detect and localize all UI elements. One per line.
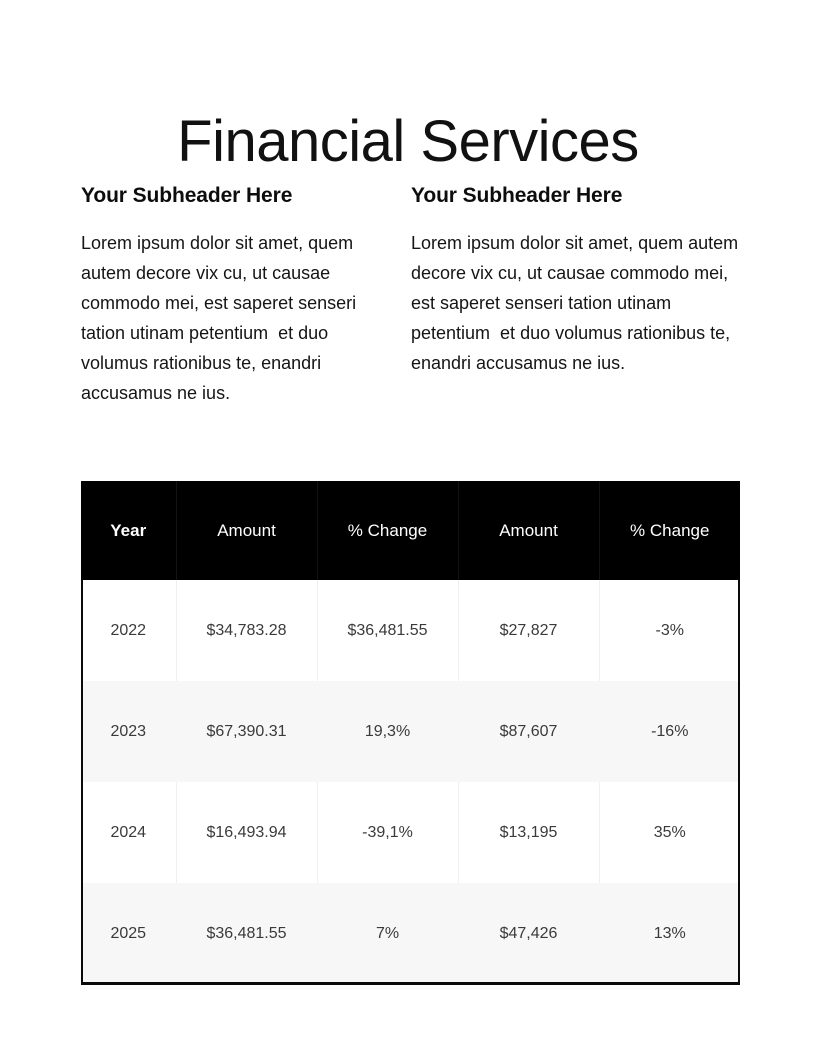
- table-header: [81, 481, 740, 580]
- cell-change-2: -3%: [655, 621, 684, 639]
- cell-amount-1: $67,390.31: [176, 681, 317, 782]
- financial-table-container: [81, 481, 740, 984]
- cell-change-2: -16%: [651, 722, 689, 740]
- column-header-amount-1[interactable]: Amount: [176, 481, 317, 580]
- cell-amount-1: $36,481.55: [176, 883, 317, 984]
- column-header-amount-2[interactable]: Amount: [458, 481, 599, 580]
- cell-amount-1: $16,493.94: [176, 782, 317, 883]
- text-column-left: [81, 183, 411, 408]
- cell-change-1: 19,3%: [317, 681, 458, 782]
- cell-change-1: $36,481.55: [317, 580, 458, 681]
- table-body: [81, 580, 740, 984]
- body-paragraph-right: Lorem ipsum dolor sit amet, quem autem decore vix cu, ut causae commodo mei, est saperet senseri tation utinam petentium et duo volumus rationibus te, enandri accusamus ne ius.: [411, 233, 744, 373]
- body-paragraph-left: Lorem ipsum dolor sit amet, quem autem decore vix cu, ut causae commodo mei, est saperet senseri tation utinam petentium et duo volumus rationibus te, enandri accusamus ne ius.: [81, 233, 362, 403]
- cell-year: 2024: [81, 782, 176, 883]
- page-title: Financial Services: [177, 108, 639, 174]
- table-row: [81, 883, 740, 984]
- cell-change-2: 35%: [653, 823, 686, 841]
- text-column-right: [411, 183, 744, 408]
- cell-amount-2: $13,195: [458, 782, 599, 883]
- table-row: [81, 681, 740, 782]
- cell-amount-1: $34,783.28: [176, 580, 317, 681]
- cell-year: 2025: [81, 883, 176, 984]
- cell-amount-2: $47,426: [458, 883, 599, 984]
- subheader-left: Your Subheader Here: [81, 184, 293, 207]
- cell-year: 2022: [81, 580, 176, 681]
- table-header-row: [81, 481, 740, 580]
- column-header-percent-change-1[interactable]: % Change: [317, 481, 458, 580]
- cell-change-1: 7%: [317, 883, 458, 984]
- cell-amount-2: $27,827: [458, 580, 599, 681]
- cell-amount-2: $87,607: [458, 681, 599, 782]
- cell-change-2: 13%: [653, 924, 686, 942]
- subheader-right: Your Subheader Here: [411, 184, 623, 207]
- column-header-year[interactable]: Year: [81, 481, 176, 580]
- table-row: [81, 782, 740, 883]
- column-header-percent-change-2[interactable]: % Change: [630, 520, 710, 540]
- cell-year: 2023: [81, 681, 176, 782]
- two-column-text-block: [81, 183, 744, 408]
- financial-data-table: [81, 481, 740, 984]
- table-row: [81, 580, 740, 681]
- cell-change-1: -39,1%: [317, 782, 458, 883]
